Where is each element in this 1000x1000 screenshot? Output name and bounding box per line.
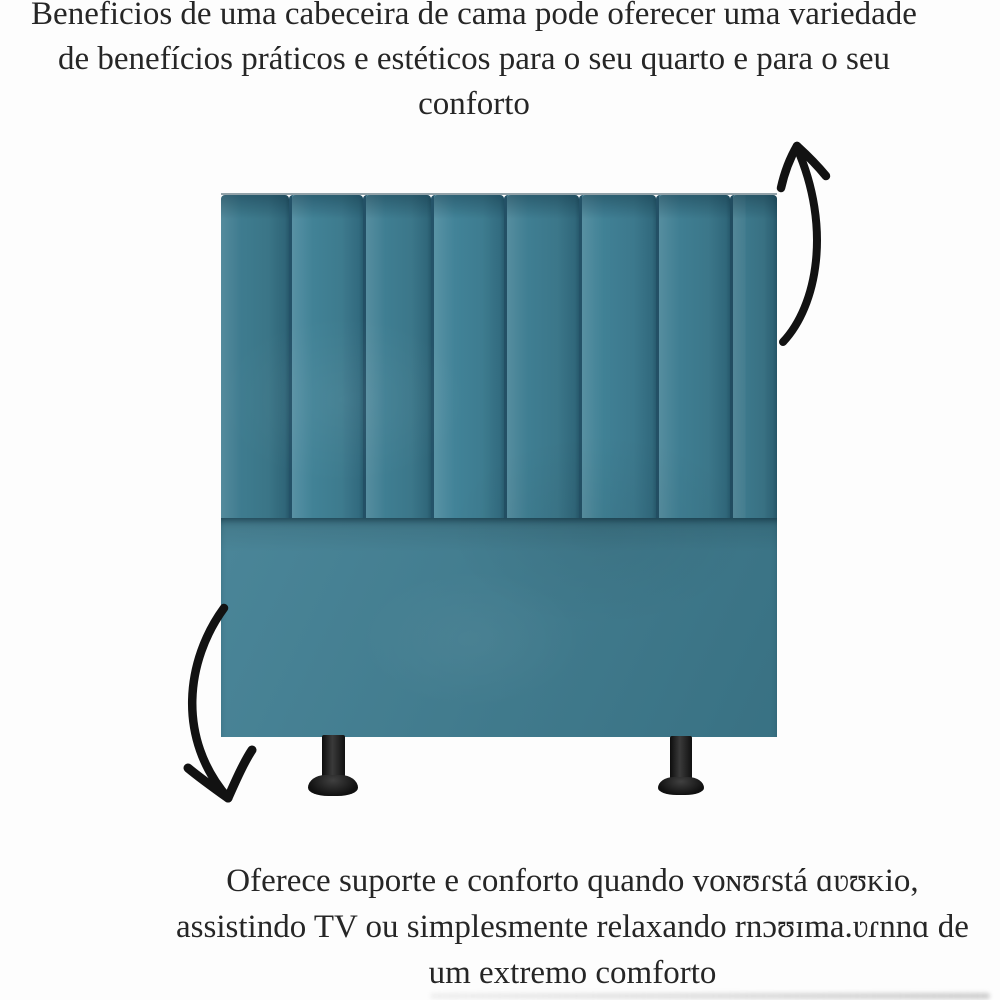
headboard-panel — [504, 195, 579, 518]
headboard-panel — [431, 195, 504, 518]
headboard-panel — [221, 195, 289, 518]
heading-line-1: Beneficios de uma cabeceira de cama pode oferecer uma variedade — [31, 0, 917, 32]
headboard-foot-right-stem — [670, 736, 692, 780]
heading-text — [0, 0, 948, 127]
headboard-base-panel — [221, 518, 777, 737]
heading-line-3: conforto — [418, 86, 530, 122]
headboard-foot-right-base — [658, 777, 704, 795]
headboard-panel — [289, 195, 363, 518]
headboard-foot-left-stem — [322, 735, 345, 780]
headboard-foot-left-base — [308, 775, 358, 796]
headboard-image — [221, 193, 777, 737]
caption-line-2: assistindo TV ou simplesmente relaxando rnɔʊɪma.ʋɾnnɑ de — [176, 909, 969, 945]
caption-line-1: Oferece suporte e conforto quando voɴʊɾstá ɑʋʊᴋio, — [226, 863, 919, 899]
caption-line-3: um extremo comforto — [428, 955, 717, 991]
headboard-panel — [656, 195, 730, 518]
headboard-channel-section — [221, 193, 777, 518]
caption-text — [145, 858, 1000, 996]
bottom-edge-smear — [430, 993, 990, 999]
curved-arrow-down-icon — [160, 600, 265, 815]
heading-line-2: de benefícios práticos e estéticos para o seu quarto e para o seu — [58, 41, 890, 77]
headboard-panel — [579, 195, 656, 518]
curved-arrow-up-icon — [770, 134, 842, 349]
headboard-panel — [363, 195, 431, 518]
